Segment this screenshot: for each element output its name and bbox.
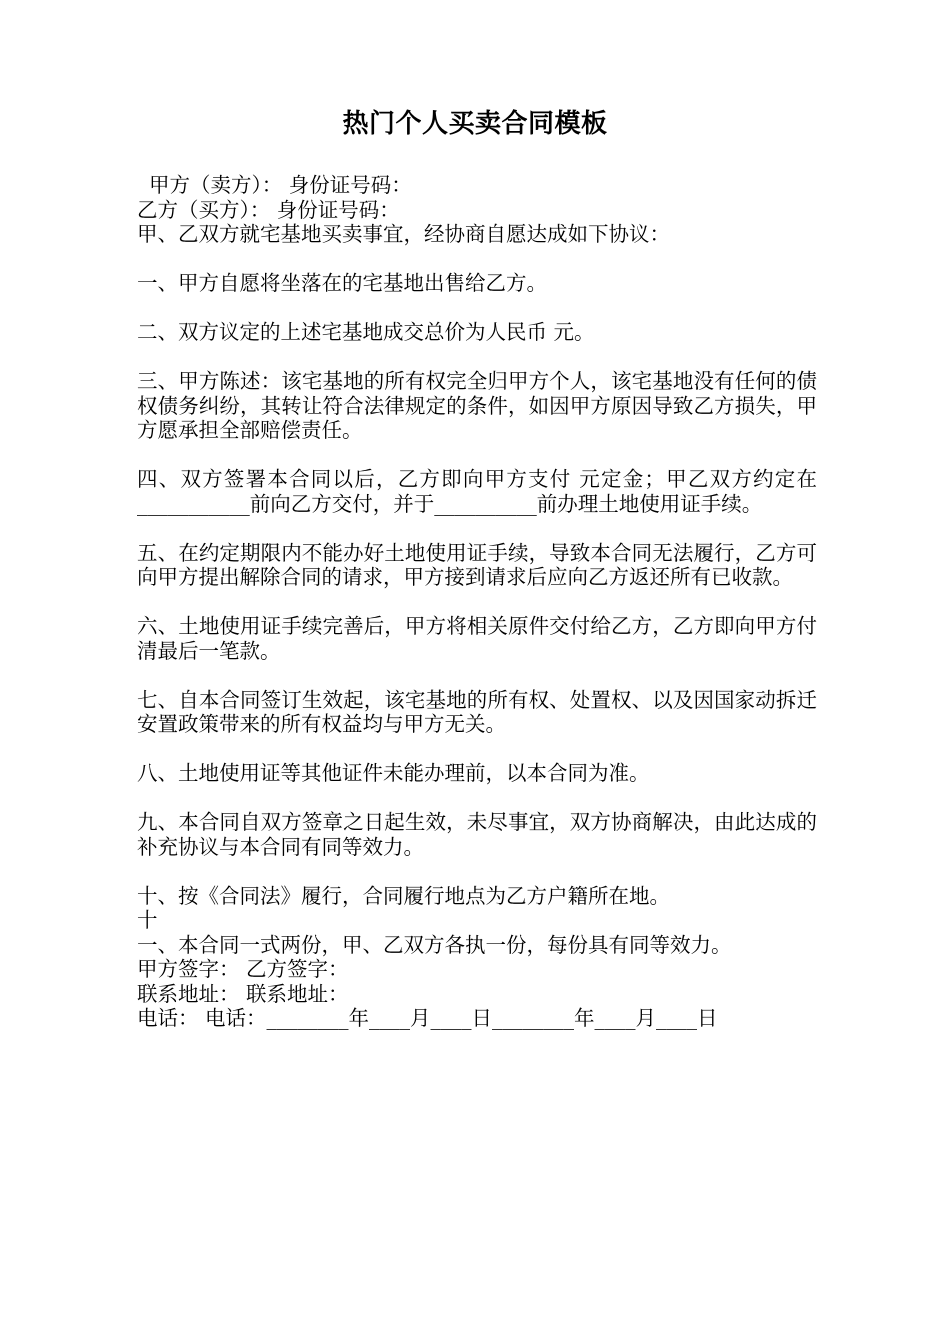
spacer <box>137 663 817 688</box>
signature-line: 甲方签字： 乙方签字： <box>137 957 349 981</box>
clause-11-prefix: 十 <box>137 908 158 932</box>
clause-2: 二、双方议定的上述宅基地成交总价为人民币 元。 <box>137 320 595 344</box>
address-line: 联系地址： 联系地址： <box>137 981 349 1006</box>
clause-8: 八、土地使用证等其他证件未能办理前，以本合同为准。 <box>137 761 650 785</box>
clause-3: 三、甲方陈述：该宅基地的所有权完全归甲方个人，该宅基地没有任何的债权债务纠纷，其转让符合法律规定的条件，如因甲方原因导致乙方损失，甲方愿承担全部赔偿责任。 <box>137 369 817 442</box>
clause-9: 九、本合同自双方签章之日起生效，未尽事宜，双方协商解决，由此达成的补充协议与本合同有同等效力。 <box>137 810 817 859</box>
contract-body <box>137 173 817 1031</box>
spacer <box>137 296 817 321</box>
clause-5: 五、在约定期限内不能办好土地使用证手续，导致本合同无法履行，乙方可向甲方提出解除合同的请求，甲方接到请求后应向乙方返还所有已收款。 <box>137 540 817 589</box>
spacer <box>137 590 817 615</box>
spacer <box>137 516 817 541</box>
party-b-line: 乙方（买方）： 身份证号码： <box>137 197 400 222</box>
clause-11: 一、本合同一式两份，甲、乙双方各执一份，每份具有同等效力。 <box>137 932 732 957</box>
document-title: 热门个人买卖合同模板 <box>342 109 608 139</box>
party-a-line: 甲方（卖方）： 身份证号码： <box>149 173 412 197</box>
spacer <box>137 247 817 272</box>
clause-1: 一、甲方自愿将坐落在的宅基地出售给乙方。 <box>137 271 547 295</box>
clause-6: 六、土地使用证手续完善后，甲方将相关原件交付给乙方，乙方即向甲方付清最后一笔款。 <box>137 614 817 663</box>
spacer <box>137 786 817 811</box>
clause-7: 七、自本合同签订生效起，该宅基地的所有权、处置权、以及因国家动拆迁安置政策带来的所有权益均与甲方无关。 <box>137 687 817 736</box>
spacer <box>137 859 817 884</box>
clause-10: 十、按《合同法》履行，合同履行地点为乙方户籍所在地。 <box>137 883 670 908</box>
intro-line: 甲、乙双方就宅基地买卖事宜，经协商自愿达成如下协议： <box>137 222 670 246</box>
spacer <box>137 345 817 370</box>
spacer <box>137 737 817 762</box>
spacer <box>137 443 817 468</box>
clause-4: 四、双方签署本合同以后，乙方即向甲方支付 元定金；甲乙双方约定在___________前向乙方交付，并于__________前办理土地使用证手续。 <box>137 467 817 516</box>
phone-date-line: 电话： 电话：________年____月____日________年____月____日 <box>137 1006 718 1030</box>
